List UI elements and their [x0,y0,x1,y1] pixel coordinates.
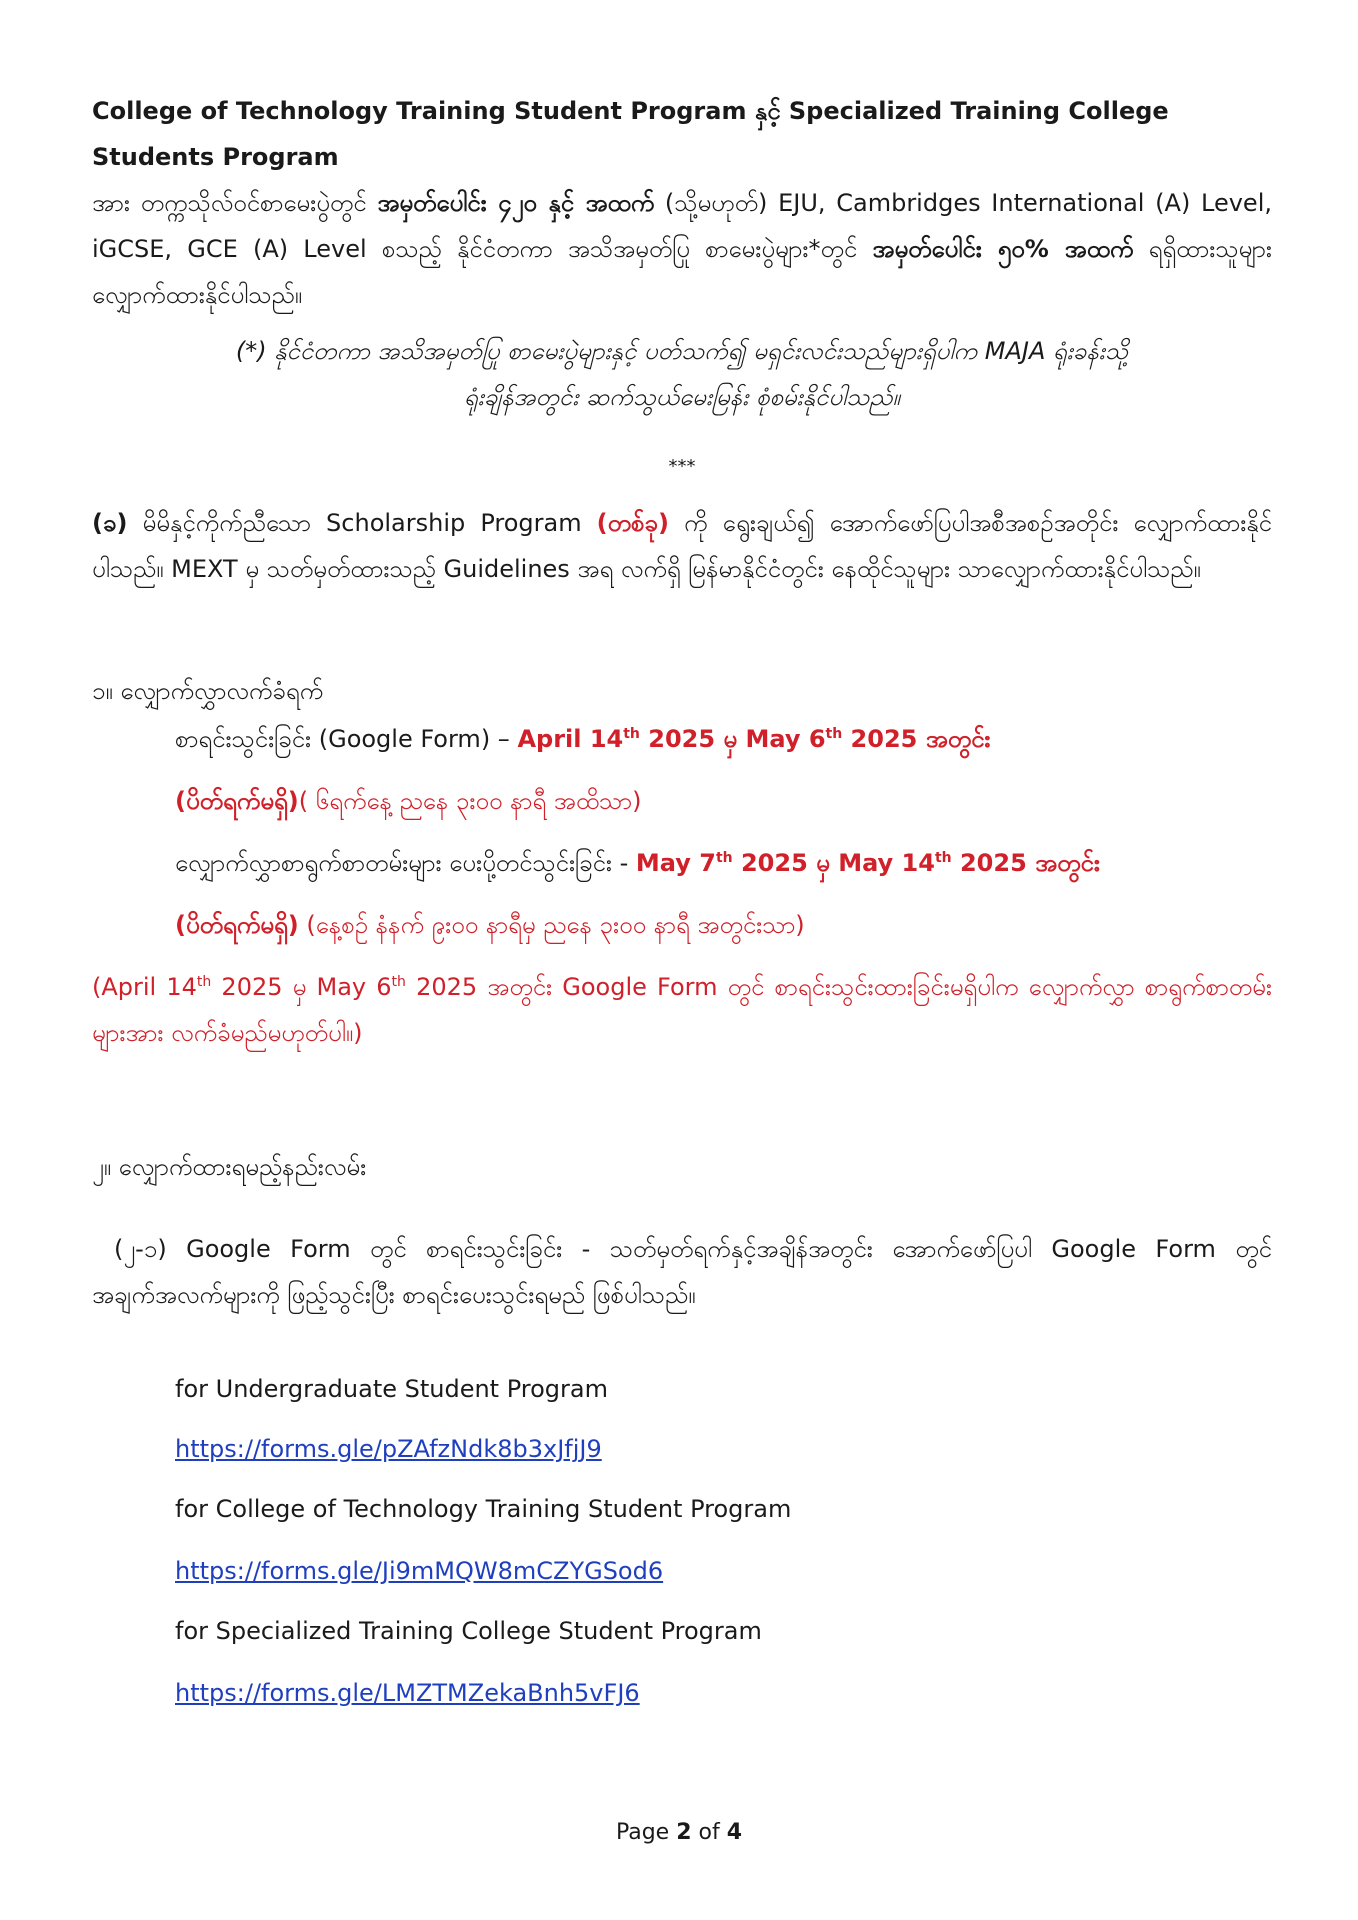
registration-label: စာရင်းသွင်းခြင်း (Google Form) – [175,725,518,753]
registration-date: April 14th 2025 မှ May 6th 2025 အတွင်း [517,725,991,753]
google-form-instructions [92,1226,1272,1318]
separator: *** [668,456,696,477]
exam-note [92,328,1272,420]
form-link-college-technology[interactable]: https://forms.gle/Ji9mMQW8mCZYGSod6 [175,1557,664,1585]
form-link-specialized-training[interactable]: https://forms.gle/LMZTMZekaBnh5vFJ6 [175,1679,640,1707]
score-requirement-2: အမှတ်ပေါင်း ၅၀% အထက် [872,235,1134,263]
exam-note-line-1: (*) နိုင်ငံတကာ အသိအမှတ်ပြု စာမေးပွဲများနှင့် ပတ်သက်၍ မရှင်းလင်းသည်များရှိပါက MAJA ရုံးခန်းသို့ [235,337,1129,365]
page-number: Page 2 of 4 [615,1820,743,1845]
form-link-undergraduate[interactable]: https://forms.gle/pZAfzNdk8b3xJfjJ9 [175,1435,602,1463]
section-2-title: ၂။ လျှောက်ထားရမည့်နည်းလမ်း [92,1153,367,1181]
submission-no-holiday: (ပိတ်ရက်မရှိ) [175,911,299,939]
eligibility-text-e: ရရှိထားသူများ လျှောက်ထားနိုင်ပါသည်။ [92,235,1273,309]
selection-text-d: ကို ရွေးချယ်၍ အောက်ဖော်ပြပါအစီအစဥ်အတိုင်း လျှောက်ထားနိုင်ပါသည်။ MEXT မှ သတ်မှတ်ထားသည့် Guidelines အရ လက်ရှိ မြန်မာနိုင်ငံတွင်း နေထိုင်သူများ သာလျှောက်ထားနိုင်ပါသည်။ [92,509,1272,583]
registration-no-holiday: (ပိတ်ရက်မရှိ) [175,787,299,815]
eligibility-text-a: အား တက္ကသိုလ်ဝင်စာမေးပွဲတွင် [92,189,378,217]
registration-period [175,716,1275,762]
submission-time: (နေ့စဉ် နံနက် ၉း၀၀ နာရီမှ ညနေ ၃း၀၀ နာရီ အတွင်းသာ) [298,911,805,939]
eligibility-paragraph [92,88,1272,318]
submission-hours [175,902,1275,948]
google-form-instructions-text: (၂-၁) Google Form တွင် စာရင်းသွင်းခြင်း - သတ်မှတ်ရက်နှင့်အချိန်အတွင်း အောက်ဖော်ပြပါ Google Form တွင် အချက်အလက်များကို ဖြည့်သွင်းပြီး စာရင်းပေးသွင်းရမည် ဖြစ်ပါသည်။ [92,1235,1272,1309]
form-label-specialized-training: for Specialized Training College Student Program [175,1617,762,1645]
eligibility-text-c: (သို့မဟုတ်) EJU, Cambridges International (A) Level, iGCSE, GCE (A) Level စသည့် နိုင်ငံတကာ အသိအမှတ်ပြု စာမေးပွဲများ*တွင် [92,189,1272,263]
form-label-undergraduate: for Undergraduate Student Program [175,1375,608,1403]
program-selection-paragraph [92,500,1272,592]
eligibility-text [92,180,1272,318]
registration-hours [175,778,1275,824]
score-requirement-1: အမှတ်ပေါင်း ၄၂၀ နှင့် အထက် [377,189,655,217]
registration-warning: (April 14th 2025 မှ May 6th 2025 အတွင်း Google Form တွင် စာရင်းသွင်းထားခြင်းမရှိပါက လျှောက်လွှာ စာရွက်စာတမ်းများအား လက်ခံမည်မဟုတ်ပါ။) [92,973,1272,1047]
submission-period [175,840,1275,886]
form-link-undergraduate-wrap [175,1426,1275,1472]
item-marker: (ခ) [92,509,128,537]
selection-text-b: မိမိနှင့်ကိုက်ညီသော Scholarship Program [127,509,597,537]
section-1-title: ၁။ လျှောက်လွှာလက်ခံရက် [92,677,324,705]
one-program-emphasis: (တစ်ခု) [596,509,669,537]
submission-label: လျှောက်လွှာစာရွက်စာတမ်းများ ပေးပို့တင်သွင်းခြင်း - [175,849,636,877]
form-link-specialized-training-wrap [175,1670,1275,1716]
form-label-college-technology: for College of Technology Training Student Program [175,1495,792,1523]
form-link-college-technology-wrap [175,1548,1275,1594]
program-names: College of Technology Training Student Program နှင့် Specialized Training College Students Program [92,97,1169,171]
exam-note-line-2: ရုံးချိန်အတွင်း ဆက်သွယ်မေးမြန်း စုံစမ်းနိုင်ပါသည်။ [464,383,900,411]
submission-date: May 7th 2025 မှ May 14th 2025 အတွင်း [635,849,1100,877]
registration-deadline-time: ( ၆ရက်နေ့ ညနေ ၃း၀၀ နာရီ အထိသာ) [298,787,642,815]
